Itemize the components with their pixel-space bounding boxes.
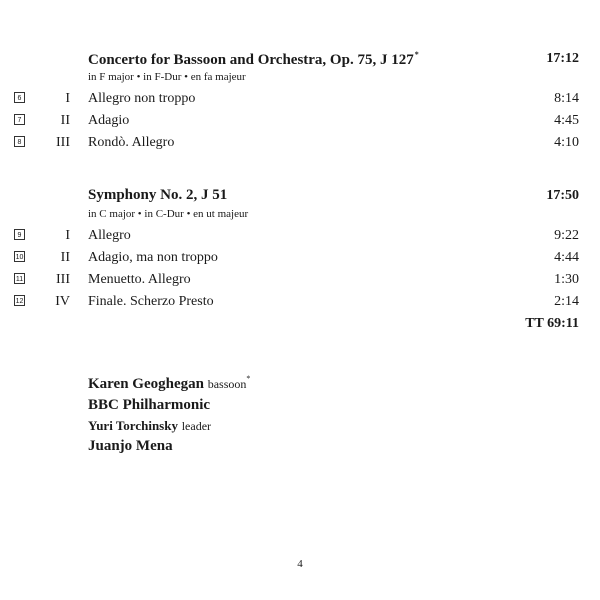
movement-number: I [65, 228, 70, 243]
total-time: TT 69:11 [525, 316, 579, 331]
performer-name: Yuri Torchinsky [88, 418, 178, 433]
movement-duration: 2:14 [554, 294, 579, 309]
asterisk-mark: * [414, 50, 419, 59]
performer-role: bassoon [207, 377, 247, 391]
movement-number: III [56, 272, 70, 287]
performer-leader [88, 418, 211, 435]
movement-title: Allegro [88, 228, 131, 243]
movement-title: Adagio, ma non troppo [88, 250, 218, 265]
movement-number: I [65, 91, 70, 106]
asterisk-mark: * [246, 374, 251, 383]
performer-name: Karen Geoghegan [88, 376, 204, 392]
movement-duration: 9:22 [554, 228, 579, 243]
movement-title: Rondò. Allegro [88, 135, 175, 150]
work-title: Concerto for Bassoon and Orchestra, Op. 75, J 127* [88, 50, 419, 68]
track-number: 6 [14, 92, 25, 103]
movement-number: II [60, 113, 70, 128]
work-title: Symphony No. 2, J 51 [88, 187, 228, 203]
performer-name: Juanjo Mena [88, 438, 173, 454]
track-number: 9 [14, 229, 25, 240]
movement-duration: 8:14 [554, 91, 579, 106]
movement-duration: 1:30 [554, 272, 579, 287]
work-duration: 17:50 [546, 188, 579, 203]
page-number: 4 [297, 558, 303, 570]
track-number: 10 [14, 251, 25, 262]
work-subtitle: in F major • in F-Dur • en fa majeur [88, 71, 246, 83]
track-number: 11 [14, 273, 25, 284]
performer-soloist [88, 374, 250, 393]
performer-orchestra [88, 397, 210, 414]
movement-title: Finale. Scherzo Presto [88, 294, 214, 309]
movement-title: Menuetto. Allegro [88, 272, 191, 287]
movement-duration: 4:44 [554, 250, 579, 265]
movement-duration: 4:45 [554, 113, 579, 128]
track-number: 7 [14, 114, 25, 125]
performer-role: leader [181, 419, 212, 433]
work-subtitle: in C major • in C-Dur • en ut majeur [88, 208, 249, 220]
movement-title: Adagio [88, 113, 130, 128]
track-number: 8 [14, 136, 25, 147]
movement-number: II [60, 250, 70, 265]
performer-name: BBC Philharmonic [88, 397, 211, 413]
track-number: 12 [14, 295, 25, 306]
movement-number: III [56, 135, 70, 150]
movement-title: Allegro non troppo [88, 91, 196, 106]
performer-conductor [88, 438, 173, 455]
movement-number: IV [55, 294, 70, 309]
movement-duration: 4:10 [554, 135, 579, 150]
work-duration: 17:12 [546, 51, 579, 66]
